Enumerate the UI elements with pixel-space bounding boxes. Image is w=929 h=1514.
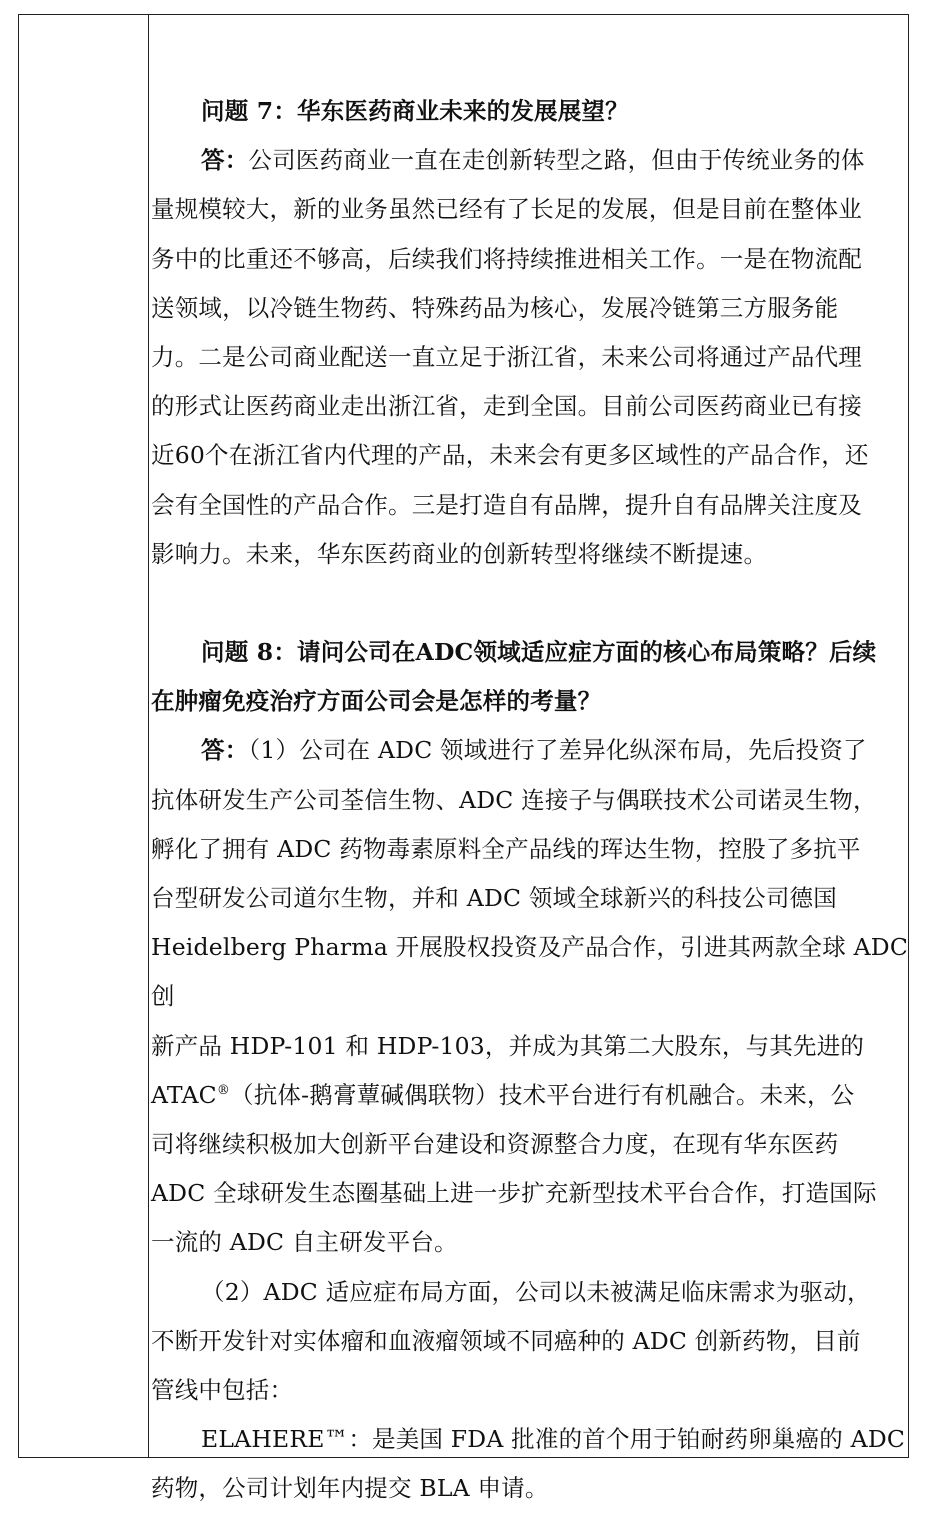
answer-8-part2-line: 不断开发针对实体瘤和血液瘤领域不同癌种的 ADC 创新药物，目前 (151, 1326, 861, 1355)
answer-7-line: 会有全国性的产品合作。三是打造自有品牌，提升自有品牌关注度及 (151, 490, 862, 519)
answer-8-line: 台型研发公司道尔生物，并和 ADC 领域全球新兴的科技公司德国 (151, 884, 837, 913)
document-table (18, 14, 909, 1503)
question-8-line-1: 问题 8：请问公司在ADC领域适应症方面的核心布局策略？后续 (201, 638, 877, 667)
question-7: 问题 7：华东医药商业未来的发展展望？ (201, 97, 629, 125)
table-left-column (19, 15, 149, 1457)
answer-8-line: 抗体研发生产公司荃信生物、ADC 连接子与偶联技术公司诺灵生物， (151, 785, 877, 814)
answer-7-line: 力。二是公司商业配送一直立足于浙江省，未来公司将通过产品代理 (151, 343, 862, 372)
registered-mark: ® (216, 1083, 231, 1099)
answer-7-line: 影响力。未来，华东医药商业的创新转型将继续不断提速。 (151, 539, 768, 568)
answer-7-line: 的形式让医药商业走出浙江省，走到全国。目前公司医药商业已有接 (151, 392, 862, 421)
answer-8-line: 一流的 ADC 自主研发平台。 (151, 1228, 458, 1257)
answer-label: 答： (201, 736, 249, 765)
answer-label: 答： (201, 146, 249, 175)
answer-8-line: 司将继续积极加大创新平台建设和资源整合力度，在现有华东医药 (151, 1130, 839, 1159)
answer-8-line: 孵化了拥有 ADC 药物毒素原料全产品线的珲达生物，控股了多抗平 (151, 834, 861, 863)
table-content-column (149, 15, 908, 1503)
answer-7-line: 量规模较大，新的业务虽然已经有了长足的发展，但是目前在整体业 (151, 195, 862, 224)
answer-7-line: 近60个在浙江省内代理的产品，未来会有更多区域性的产品合作，还 (151, 441, 869, 470)
answer-8-line: 答：（1）公司在 ADC 领域进行了差异化纵深布局，先后投资了 (201, 736, 867, 765)
answer-8-part2-line: 管线中包括： (151, 1376, 294, 1405)
answer-8-atac-line: ATAC®（抗体-鹅膏蕈碱偶联物）技术平台进行有机融合。未来，公 (151, 1080, 855, 1109)
elahere-line: 药物，公司计划年内提交 BLA 申请。 (151, 1474, 549, 1503)
answer-8-line: 新产品 HDP-101 和 HDP-103，并成为其第二大股东，与其先进的 (151, 1031, 865, 1060)
section-gap (151, 579, 908, 628)
answer-7-line: 务中的比重还不够高，后续我们将持续推进相关工作。一是在物流配 (151, 244, 862, 273)
answer-8-line: Heidelberg Pharma 开展股权投资及产品合作，引进其两款全球 ADC 创 (151, 933, 908, 1011)
question-8-line-2: 在肿瘤免疫治疗方面公司会是怎样的考量？ (151, 687, 602, 716)
answer-8-part2-line: （2）ADC 适应症布局方面，公司以未被满足临床需求为驱动， (201, 1277, 871, 1306)
elahere-line: ELAHERE™：是美国 FDA 批准的首个用于铂耐药卵巢癌的 ADC (201, 1425, 906, 1454)
answer-8-line: ADC 全球研发生态圈基础上进一步扩充新型技术平台合作，打造国际 (151, 1179, 877, 1208)
answer-7-line: 送领域，以冷链生物药、特殊药品为核心，发展冷链第三方服务能 (151, 293, 839, 322)
answer-7-line: 答：公司医药商业一直在走创新转型之路，但由于传统业务的体 (201, 146, 865, 175)
